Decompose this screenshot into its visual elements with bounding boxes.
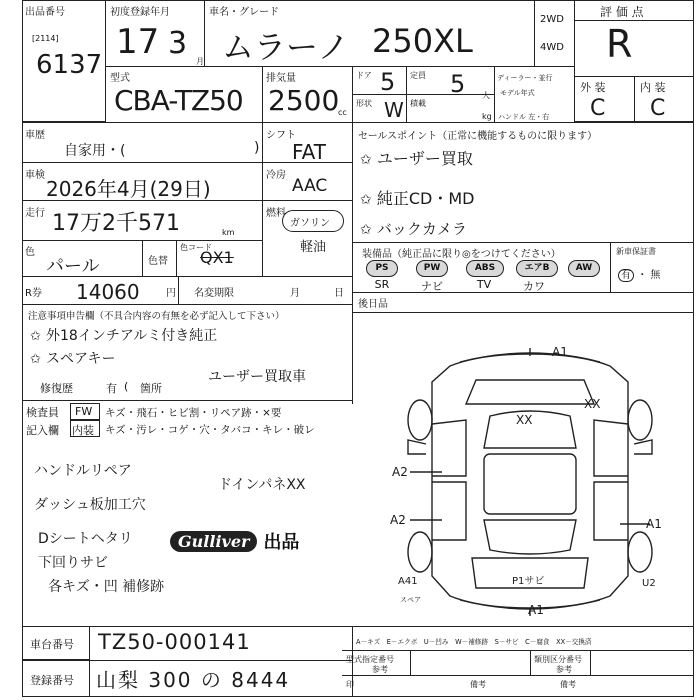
dealer-label: ディーラー・並行	[497, 74, 553, 82]
inspector-label-2: 記入欄	[26, 424, 59, 437]
inspector-row-1: キズ・飛石・ヒビ割・リペア跡・×要	[105, 407, 282, 419]
leather-label: カワ	[523, 280, 545, 293]
sales-point-2	[360, 186, 474, 209]
star-icon: ✩	[30, 329, 41, 344]
disp-value: 2500	[268, 84, 340, 117]
divider	[22, 304, 352, 305]
stamp-text: 出品	[263, 532, 300, 553]
divider	[410, 650, 411, 675]
divider	[406, 94, 407, 122]
divider	[262, 66, 263, 122]
divider	[204, 0, 205, 66]
mark-right-rear: A1	[646, 517, 662, 531]
star-icon: ✩	[30, 352, 41, 367]
model-name: ムラーノ	[222, 28, 350, 66]
ac-value: AAC	[292, 176, 328, 196]
divider	[22, 122, 694, 123]
divider	[530, 650, 531, 675]
lot-number: 6137	[36, 50, 103, 80]
disp-unit: cc	[338, 108, 347, 117]
sr-label: SR	[374, 278, 390, 291]
recycle-value: 14060	[76, 280, 140, 304]
sales-point-label: ユーザー買取	[376, 149, 473, 168]
divider	[352, 94, 494, 95]
remark-line-1: ハンドルリペア	[34, 463, 132, 479]
color-value: パール	[46, 256, 100, 277]
ps-icon: PS	[366, 260, 398, 277]
star-icon: ✩	[360, 222, 372, 238]
int-label: 内 装	[640, 81, 666, 94]
divider	[352, 242, 694, 243]
star-icon: ✩	[360, 192, 372, 208]
divider	[634, 76, 635, 122]
divider	[22, 162, 262, 163]
grade-box-label: 評 価 点	[600, 5, 644, 19]
doors-label: ドア	[356, 71, 372, 80]
lot-bracket: [2114]	[32, 34, 59, 43]
warranty-with-text: 有	[618, 269, 634, 282]
first-reg-unit: 月	[196, 57, 204, 66]
doors-value: 5	[380, 68, 396, 96]
shift-label: シフト	[266, 130, 296, 141]
remarks2-label: 備考	[560, 680, 576, 689]
aftermarket-label: 後日品	[358, 299, 388, 310]
name-change-month: 月	[290, 288, 300, 299]
sales-point-label: 純正CD・MD	[376, 189, 475, 208]
type-label: 型式	[110, 73, 130, 84]
first-reg-label: 初度登録年月	[110, 7, 170, 18]
load-label: 積載	[410, 99, 426, 108]
model-label: 車名・グレード	[209, 7, 279, 18]
divider	[22, 200, 262, 201]
divider	[534, 0, 535, 66]
divider	[22, 626, 694, 627]
divider	[352, 312, 694, 313]
name-change-day: 日	[334, 288, 344, 299]
ext-value: C	[590, 96, 606, 121]
notes-title: 注意事項申告欄（不具合内容の有無を必ず記入して下さい）	[28, 311, 285, 322]
divider	[176, 240, 177, 276]
type-designation-ref: 参考	[372, 665, 388, 674]
shape-value: W	[384, 98, 404, 122]
disp-label: 排気量	[266, 73, 296, 84]
remark-line-3: Dシートヘタリ	[38, 531, 133, 547]
mark-left-rear: A2	[390, 513, 406, 527]
mark-xx-right: XX	[584, 397, 601, 411]
star-icon: ✩	[360, 152, 372, 168]
first-reg-month: 3	[168, 26, 188, 61]
gulliver-logo: Gulliver	[170, 531, 257, 552]
lot-label: 出品番号	[25, 7, 65, 18]
warranty-sep: ・	[637, 270, 648, 281]
name-change-label: 名変期限	[194, 288, 234, 299]
sales-point-3	[360, 218, 467, 239]
mark-left-front: A2	[392, 465, 408, 479]
divider	[574, 20, 694, 21]
note-line-1	[30, 325, 217, 345]
type-value: CBA-TZ50	[114, 84, 243, 117]
spare-label: スペア	[400, 596, 421, 604]
remark-line-5: 各キズ・凹 補修跡	[48, 579, 165, 595]
remark-right: ドインパネXX	[218, 477, 306, 493]
fuel-label: 燃料	[266, 208, 286, 219]
chassis-label: 車台番号	[30, 638, 74, 651]
grade-result: R	[606, 22, 633, 66]
fw-label: FW	[75, 405, 93, 418]
divider	[262, 162, 352, 163]
car-diagram	[380, 344, 680, 620]
capacity-value: 5	[450, 70, 466, 98]
divider	[352, 292, 694, 293]
divider	[352, 122, 353, 404]
divider	[142, 240, 143, 276]
inspection-label: 車検	[25, 170, 45, 181]
repair-paren: (	[124, 380, 129, 393]
drive-2wd: 2WD	[540, 14, 564, 25]
seal-label: 印	[346, 680, 354, 689]
remarks-label: 備考	[470, 680, 486, 689]
shape-label: 形状	[356, 99, 372, 108]
repair-value: 有	[106, 382, 117, 395]
divider	[178, 276, 179, 304]
inspector-row-2: キズ・汚レ・コゲ・穴・タバコ・キレ・破レ	[105, 424, 315, 436]
note-text: 外18インチアルミ付き純正	[46, 328, 218, 344]
divider	[342, 650, 694, 651]
divider	[590, 650, 591, 675]
buyback-label: ユーザー買取車	[208, 369, 306, 385]
divider	[494, 66, 495, 122]
color-code-value: QX1	[200, 248, 234, 267]
divider	[262, 122, 263, 276]
aw-icon: AW	[568, 260, 600, 277]
warranty-with	[618, 266, 660, 281]
mark-front: A1	[552, 345, 568, 359]
ac-label: 冷房	[266, 170, 286, 181]
divider	[262, 200, 352, 201]
type-designation-label: 型式指定番号	[346, 655, 394, 664]
divider	[106, 66, 574, 67]
divider	[342, 675, 694, 676]
airbag-icon: エアB	[516, 260, 558, 277]
color-label: 色	[25, 247, 35, 258]
sales-point-1	[360, 146, 473, 169]
equipment-title: 装備品（純正品に限り◎をつけてください）	[362, 249, 561, 260]
grade-value: 250XL	[372, 22, 473, 60]
tv-label: TV	[476, 278, 492, 291]
remark-line-4: 下回りサビ	[38, 555, 108, 571]
mileage-unit: km	[222, 228, 235, 237]
pw-icon: PW	[416, 260, 448, 277]
remark-line-2: ダッシュ板加工穴	[34, 497, 146, 513]
int-value: C	[650, 96, 666, 121]
ext-label: 外 装	[580, 81, 606, 94]
recycle-unit: 円	[166, 288, 176, 299]
color-swap-label: 色替	[148, 256, 168, 267]
class-ref: 参考	[556, 665, 572, 674]
mileage-label: 走行	[25, 208, 45, 219]
mark-rear-bumper: A1	[528, 603, 544, 617]
inspector-label-1: 検査員	[26, 406, 59, 419]
diagram-legend: A－キズ E－エクボ U－凹み W－補修跡 S－サビ C－腐食 XX－交換済	[356, 638, 592, 646]
drive-4wd: 4WD	[540, 42, 564, 53]
first-reg-year: 17	[116, 22, 160, 62]
repair-label: 修復歴	[40, 382, 73, 395]
mark-tailgate: P1サビ	[512, 576, 545, 587]
reg-label: 登録番号	[30, 674, 74, 687]
handle-label: ハンドル 左・右	[498, 113, 550, 121]
mark-xx-hood: XX	[516, 413, 533, 427]
use-label: 車歴	[25, 130, 45, 141]
gulliver-stamp	[170, 528, 299, 554]
reg-value: 山梨 300 の 8444	[96, 668, 291, 692]
color-code-label: 色コード	[180, 243, 212, 252]
use-value: 自家用・(	[64, 143, 126, 159]
fuel-diesel: 軽油	[300, 240, 327, 255]
sales-title: セールスポイント（正常に機能するものに限ります）	[358, 131, 598, 142]
use-close: )	[254, 140, 260, 156]
abs-icon: ABS	[466, 260, 504, 277]
recycle-label: R券	[25, 288, 42, 299]
repair-unit: 箇所	[140, 382, 162, 395]
divider	[22, 276, 352, 277]
int-row-label: 内装	[72, 424, 94, 437]
mark-rear-right: U2	[642, 578, 656, 589]
divider	[22, 400, 352, 401]
sales-point-label: バックカメラ	[376, 220, 467, 238]
note-text: スペアキー	[46, 351, 116, 367]
warranty-label: 新車保証書	[616, 247, 656, 256]
class-label: 類別区分番号	[534, 655, 582, 664]
chassis-value: TZ50-000141	[98, 630, 251, 654]
shift-value: FAT	[292, 140, 327, 164]
load-unit: kg	[482, 112, 492, 121]
model-year-label: モデル年式	[500, 89, 535, 97]
note-line-2	[30, 348, 115, 368]
mileage-value: 17万2千571	[52, 211, 180, 236]
divider	[610, 242, 611, 292]
mark-rear-left: A41	[398, 576, 418, 587]
inspection-value: 2026年4月(29日)	[46, 177, 211, 201]
fuel-gas: ガソリン	[290, 218, 330, 229]
warranty-without-text: 無	[650, 270, 661, 281]
capacity-unit: 人	[482, 91, 490, 100]
capacity-label: 定員	[410, 71, 426, 80]
navi-label: ナビ	[421, 280, 443, 293]
